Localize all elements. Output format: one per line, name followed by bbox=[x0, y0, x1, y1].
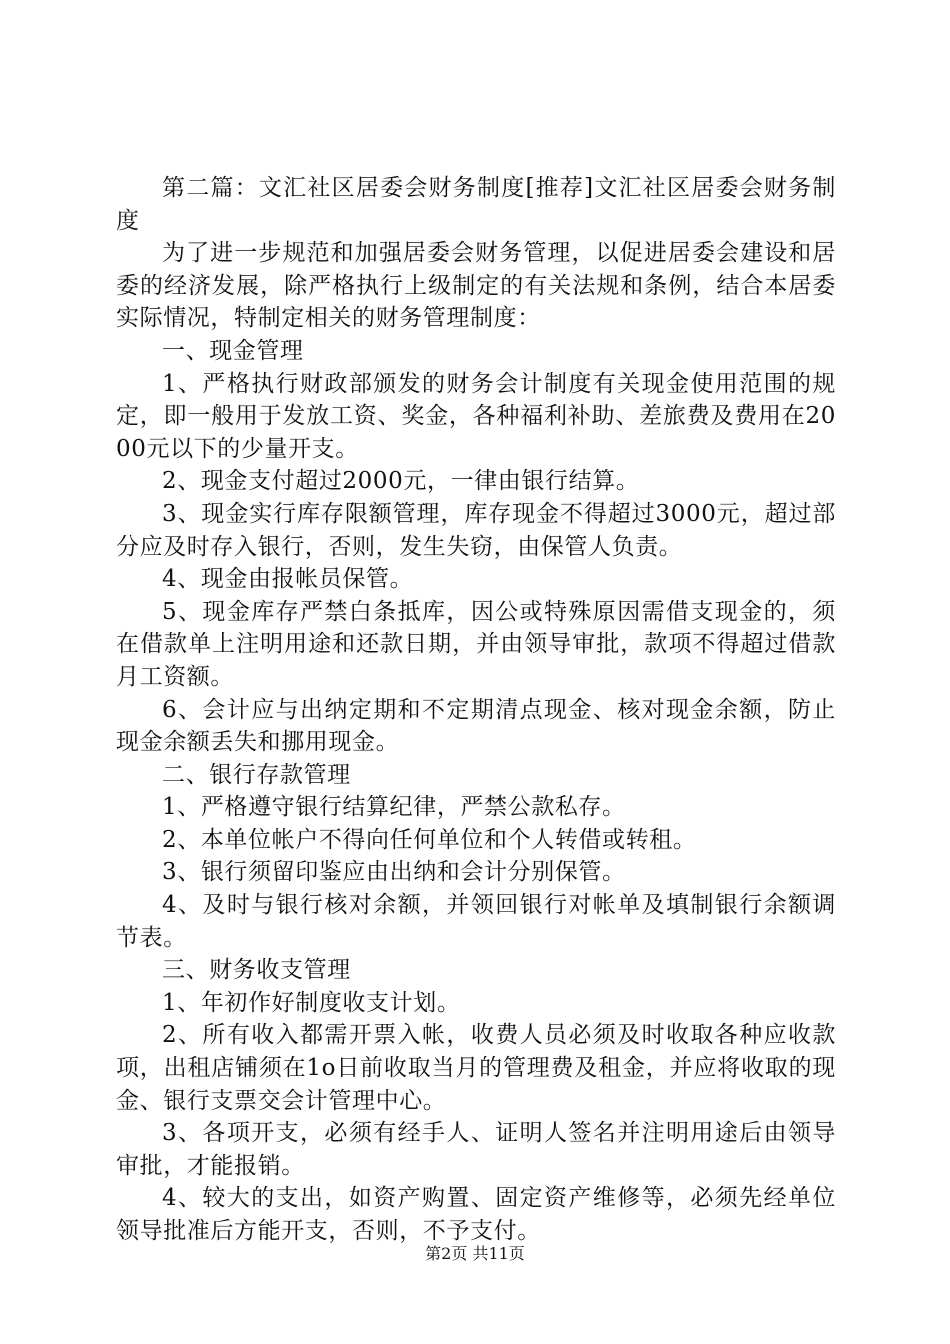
heading-financial-management: 三、财务收支管理 bbox=[162, 957, 351, 984]
paragraph: 1、严格执行财政部颁发的财务会计制度有关现金使用范围的规定，即一般用于发放工资、奖金，各种福利补助、差旅费及费用在2000元以下的少量开支。 bbox=[116, 370, 836, 462]
intro-paragraph: 为了进一步规范和加强居委会财务管理，以促进居委会建设和居委的经济发展，除严格执行上级制定的有关法规和条例，结合本居委实际情况，特制定相关的财务管理制度： bbox=[116, 240, 836, 332]
paragraph: 6、会计应与出纳定期和不定期清点现金、核对现金余额，防止现金余额丢失和挪用现金。 bbox=[116, 696, 836, 756]
section-title: 第二篇：文汇社区居委会财务制度[推荐]文汇社区居委会财务制度 bbox=[116, 175, 836, 234]
document-body bbox=[116, 172, 836, 1248]
paragraph: 4、较大的支出，如资产购置、固定资产维修等，必须先经单位领导批准后方能开支，否则，不予支付。 bbox=[116, 1185, 836, 1244]
paragraph: 2、本单位帐户不得向任何单位和个人转借或转租。 bbox=[162, 826, 697, 853]
paragraph: 1、严格遵守银行结算纪律，严禁公款私存。 bbox=[162, 794, 626, 821]
paragraph: 3、银行须留印鉴应由出纳和会计分别保管。 bbox=[162, 859, 626, 886]
page-footer: 第2页 共11页 bbox=[425, 1244, 525, 1263]
paragraph: 2、所有收入都需开票入帐，收费人员必须及时收取各种应收款项，出租店铺须在1o日前收取当月的管理费及租金，并应将收取的现金、银行支票交会计管理中心。 bbox=[116, 1022, 836, 1114]
paragraph: 3、各项开支，必须有经手人、证明人签名并注明用途后由领导审批，才能报销。 bbox=[116, 1120, 836, 1179]
heading-cash-management: 一、现金管理 bbox=[162, 337, 304, 364]
paragraph: 4、及时与银行核对余额，并领回银行对帐单及填制银行余额调节表。 bbox=[116, 892, 836, 951]
paragraph: 5、现金库存严禁白条抵库，因公或特殊原因需借支现金的，须在借款单上注明用途和还款日期，并由领导审批，款项不得超过借款月工资额。 bbox=[116, 598, 836, 690]
paragraph: 3、现金实行库存限额管理，库存现金不得超过3000元，超过部分应及时存入银行，否则，发生失窃，由保管人负责。 bbox=[116, 500, 836, 560]
paragraph: 2、现金支付超过2000元，一律由银行结算。 bbox=[162, 468, 640, 495]
paragraph: 1、年初作好制度收支计划。 bbox=[162, 989, 461, 1016]
heading-bank-deposit-management: 二、银行存款管理 bbox=[162, 761, 351, 788]
paragraph: 4、现金由报帐员保管。 bbox=[162, 566, 414, 593]
